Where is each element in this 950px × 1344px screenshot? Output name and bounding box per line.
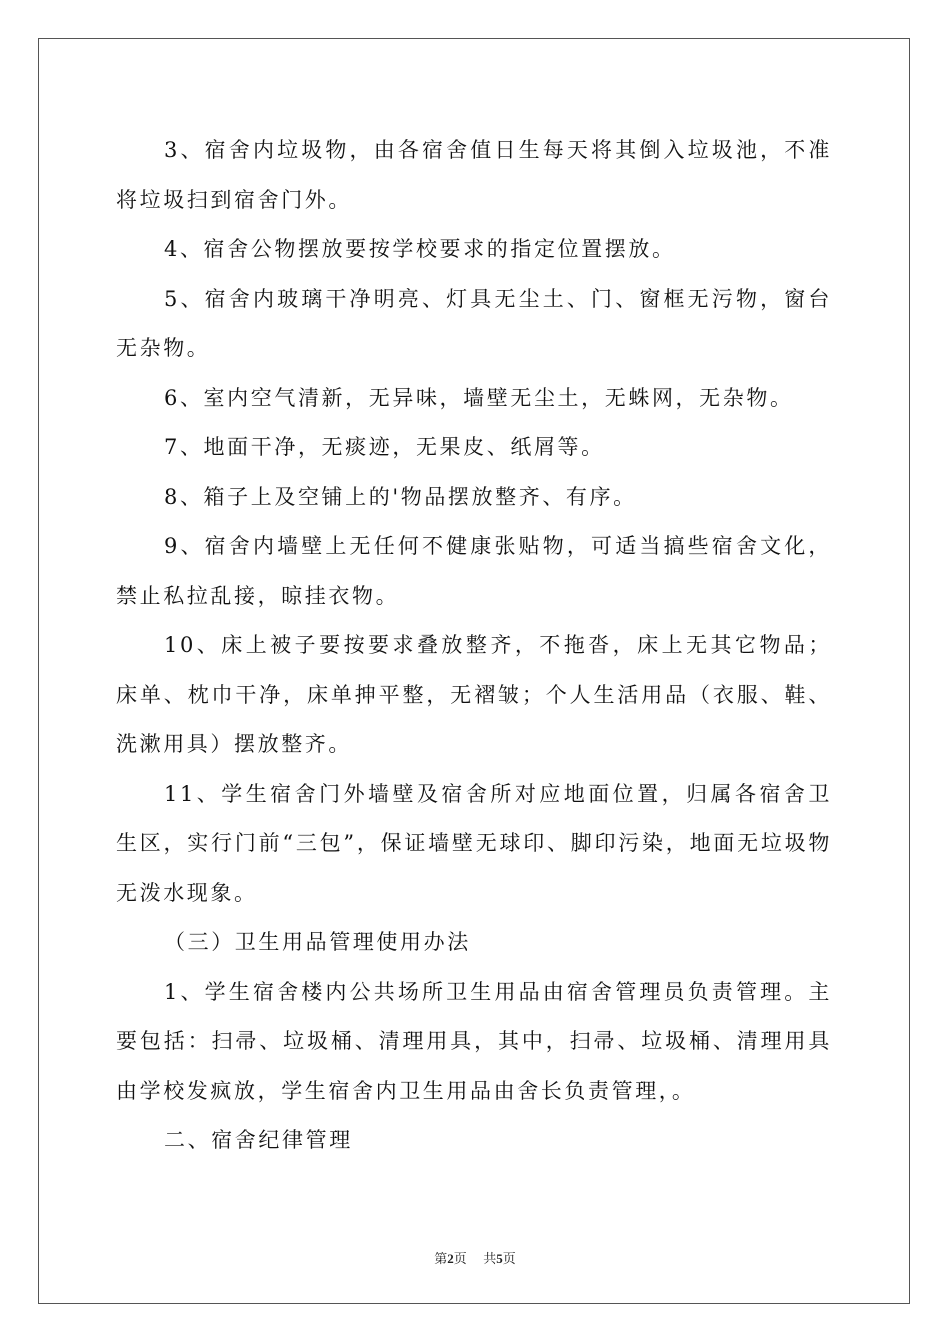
paragraph-item-4: 4、宿舍公物摆放要按学校要求的指定位置摆放。 [164,237,676,261]
paragraph-item-5: 5、宿舍内玻璃干净明亮、灯具无尘土、门、窗框无污物，窗台无杂物。 [116,286,832,360]
page-number: 2 [447,1251,454,1266]
page-number-prefix: 第 [434,1252,448,1267]
total-pages-suffix: 页 [502,1252,516,1267]
total-pages: 5 [496,1251,503,1266]
document-body [116,126,832,1166]
paragraph-item-9: 9、宿舍内墙壁上无任何不健康张贴物，可适当搞些宿舍文化，禁止私拉乱接，晾挂衣物。 [116,534,832,608]
paragraph-item-3: 3、宿舍内垃圾物，由各宿舍值日生每天将其倒入垃圾池，不准将垃圾扫到宿舍门外。 [116,138,832,212]
paragraph-item-7: 7、地面干净，无痰迹，无果皮、纸屑等。 [164,435,605,459]
section-heading-discipline: 二、宿舍纪律管理 [164,1128,353,1152]
page-number-suffix: 页 [453,1252,467,1267]
section-heading-hygiene-supplies: （三）卫生用品管理使用办法 [164,930,471,954]
paragraph-item-11: 11、学生宿舍门外墙壁及宿舍所对应地面位置，归属各宿舍卫生区，实行门前“三包”，保证墙壁无球印、脚印污染，地面无垃圾物无泼水现象。 [116,781,832,905]
page-footer [0,1248,950,1267]
paragraph-item-supplies-1: 1、学生宿舍楼内公共场所卫生用品由宿舍管理员负责管理。主要包括：扫帚、垃圾桶、清理用具，其中，扫帚、垃圾桶、清理用具由学校发疯放，学生宿舍内卫生用品由舍长负责管理，。 [116,979,832,1103]
paragraph-item-10: 10、床上被子要按要求叠放整齐，不拖沓，床上无其它物品；床单、枕巾干净，床单抻平整，无褶皱；个人生活用品（衣服、鞋、洗漱用具）摆放整齐。 [116,633,832,756]
total-pages-prefix: 共 [483,1252,497,1267]
paragraph-item-6: 6、室内空气清新，无异味，墙壁无尘土，无蛛网，无杂物。 [164,385,794,410]
paragraph-item-8: 8、箱子上及空铺上的'物品摆放整齐、有序。 [164,484,637,509]
